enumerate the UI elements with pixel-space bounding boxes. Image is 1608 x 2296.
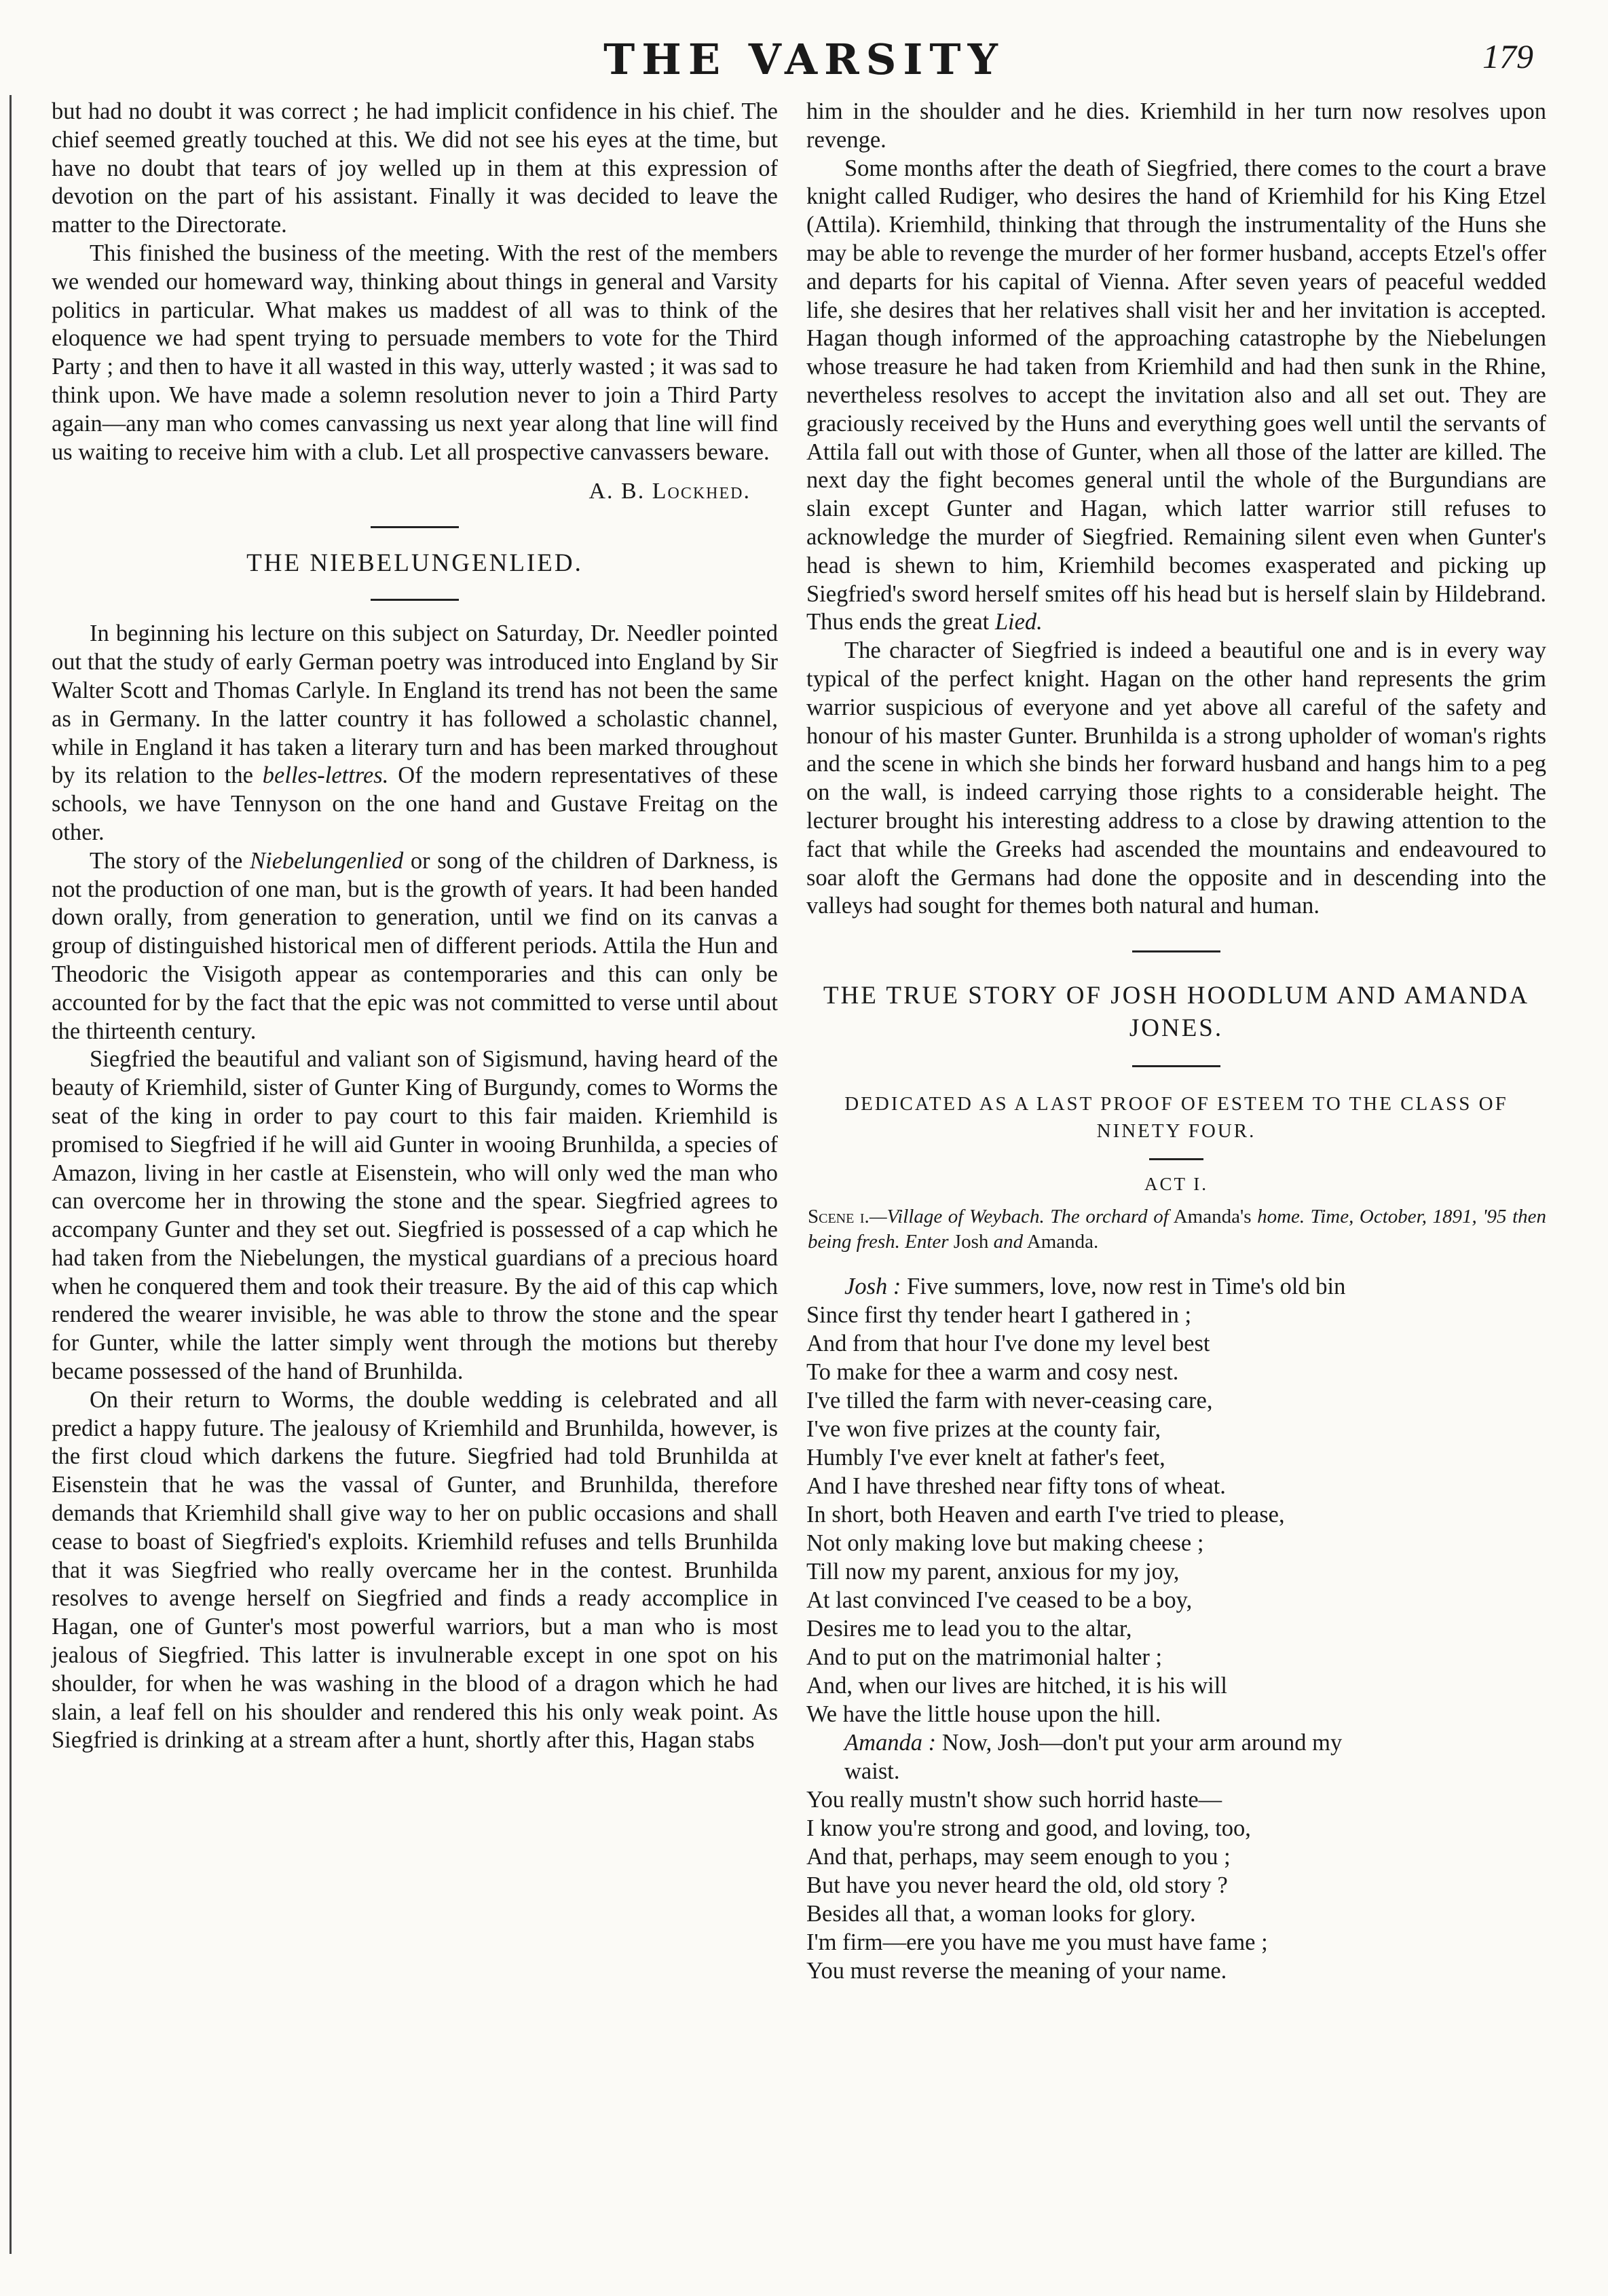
verse-line: At last convinced I've ceased to be a boy,: [806, 1587, 1193, 1614]
verse-line: Till now my parent, anxious for my joy,: [806, 1559, 1180, 1585]
verse-line: You really mustn't show such horrid haste—: [806, 1787, 1222, 1813]
verse-line: [806, 1728, 1546, 1757]
story-title: THE TRUE STORY OF JOSH HOODLUM AND AMANDA JONES.: [823, 982, 1530, 1043]
article-paragraph: On their return to Worms, the double wedding is celebrated and all predict a happy future. The jealousy of Kriemhild and Brunhilda, however, is the first cloud which darkens the future. Siegfried had told Brunhilda at Eisenstein that he was the vassal of Gunter, and Brunhilda, therefore demands that Kriemhild shall give way to her on public occasions and shall cease to boast of Siegfried's exploits. Kriemhild refuses and tells Brunhilda that it was Siegfried who really overcame her in the contest. Brunhilda resolves to avenge herself on Siegfried and finds a ready accomplice in Hagan, one of Gunter's most powerful warriors, but a man who is most jealous of Siegfried. This latter is invulnerable except in one spot on his shoulder, for when he was washing in the blood of a dragon which he had slain, a leaf fell on his shoulder and rendered this his only weak point. As Siegfried is drinking at a stream after a hunt, shortly after this, Hagan stabs: [52, 1386, 778, 1754]
speaker-name: Amanda :: [844, 1730, 937, 1756]
act-heading: ACT I.: [1144, 1174, 1208, 1195]
verse-line: And that, perhaps, may seem enough to you ;: [806, 1844, 1231, 1870]
article-paragraph: [52, 620, 778, 847]
verse-line: waist.: [844, 1758, 900, 1785]
text-run: In beginning his lecture on this subject on Saturday, Dr. Needler pointed out that the study of early German poetry was introduced into England by Sir Walter Scott and Thomas Carlyle. In England its trend has not been the same as in Germany. In the latter country it has followed a scholastic channel, while in England it has taken a literary turn and has been marked throughout by its relation to the: [52, 621, 778, 789]
speaker-name: Josh :: [844, 1274, 901, 1300]
text-run: or song of the children of Darkness, is not the production of one man, but is the growth of years. It had been handed down orally, from generation to generation, until we find on its canvas a group of distinguished historical men of different periods. Attila the Hun and Theodoric the Visigoth appear as contemporaries and this can only be accounted for by the fact that the epic was not committed to verse until about the thirteenth century.: [52, 847, 779, 1044]
verse-line: I've won five prizes at the county fair,: [806, 1416, 1161, 1443]
text-run: —Village of Weybach. The orchard of: [869, 1206, 1169, 1228]
journal-title: THE VARSITY: [603, 35, 1005, 84]
article-paragraph: him in the shoulder and he dies. Kriemhild in her turn now resolves upon revenge.: [806, 98, 1546, 153]
section-divider: [1132, 950, 1220, 952]
section-divider: [371, 526, 459, 528]
page-number: 179: [1482, 37, 1533, 75]
italic-term: Niebelungenlied: [250, 847, 404, 874]
verse-line: I know you're strong and good, and loving, too,: [806, 1815, 1251, 1842]
text-run: Five summers, love, now rest in Time's old bin: [906, 1274, 1346, 1300]
verse-line: I'm firm—ere you have me you must have fame ;: [806, 1929, 1268, 1956]
intro-paragraph: but had no doubt it was correct ; he had implicit confidence in his chief. The chief seemed greatly touched at this. We did not see his eyes at the time, but have no doubt that tears of joy welled up in them at this expression of devotion on the part of his assistant. Finally it was decided to leave the matter to the Directorate.: [52, 98, 778, 238]
intro-paragraph: This finished the business of the meeting. With the rest of the members we wended our homeward way, thinking about things in general and Varsity politics in particular. What makes us maddest of all was to think of the eloquence we had spent trying to persuade members to vote for the Third Party ; and then to have it all wasted in this way, utterly wasted ; it was sad to think upon. We have made a solemn resolution never to join a Third Party again—any man who comes canvassing us next year along that line will find us waiting to receive him with a club. Let all prospective canvassers beware.: [52, 240, 778, 465]
verse-line: Desires me to lead you to the altar,: [806, 1616, 1132, 1642]
article-paragraph: Siegfried the beautiful and valiant son of Sigismund, having heard of the beauty of Kriemhild, sister of Gunter King of Burgundy, comes to Worms the seat of the king in order to pay court to this fair maiden. Kriemhild is promised to Siegfried if he will aid Gunter in wooing Brunhilda, a species of Amazon, living in her castle at Eisenstein, who will only wed the man who can overcome her in throwing the stone and the spear. Siegfried agrees to accompany Gunter and they set out. Siegfried is possessed of a cap which he had taken from the Niebelungen, the mystical guardians of a precious hoard when he conquered them and took their treasure. By the aid of this cap which rendered the wearer invisible, he was able to throw the stone and the spear for Gunter, while the latter simply went through the motions but thereby became possessed of the hand of Brunhilda.: [52, 1046, 778, 1385]
verse-line: Not only making love but making cheese ;: [806, 1530, 1204, 1557]
text-run: Josh: [953, 1231, 989, 1253]
italic-term: belles-lettres.: [262, 762, 389, 789]
section-divider: [371, 599, 459, 601]
verse-line: Besides all that, a woman looks for glory.: [806, 1901, 1196, 1927]
article-title: THE NIEBELUNGENLIED.: [246, 549, 583, 578]
verse-line: And to put on the matrimonial halter ;: [806, 1644, 1163, 1671]
right-column: [806, 98, 1546, 1985]
verse-line: In short, both Heaven and earth I've tried to please,: [806, 1502, 1285, 1528]
verse-line: [806, 1272, 1546, 1301]
verse-amanda: [806, 1728, 1546, 1985]
text-run: Amanda.: [1026, 1231, 1099, 1253]
signature-initials: A. B.: [588, 479, 646, 504]
verse-line: And from that hour I've done my level best: [806, 1331, 1210, 1357]
scene-label: Scene i.: [808, 1206, 870, 1228]
text-run: Of the modern representatives of these schools, we have Tennyson on the one hand and Gustave Freitag on the other.: [52, 762, 779, 845]
section-divider: [1149, 1158, 1203, 1160]
verse-josh: [806, 1272, 1546, 1728]
verse-line: To make for thee a warm and cosy nest.: [806, 1359, 1179, 1386]
article-paragraph: [806, 155, 1546, 637]
left-column: [52, 98, 778, 1755]
article-paragraph: [52, 847, 778, 1046]
text-run: and: [993, 1231, 1024, 1253]
text-run: Amanda's: [1173, 1206, 1252, 1228]
dedication: DEDICATED AS A LAST PROOF OF ESTEEM TO THE CLASS OF NINETY FOUR.: [844, 1093, 1508, 1143]
text-run: Now, Josh—don't put your arm around my: [941, 1730, 1343, 1756]
verse-line: Since first thy tender heart I gathered in ;: [806, 1302, 1192, 1329]
text-run: home. Time, October, 1891, '95 then being fresh. Enter: [808, 1206, 1547, 1253]
verse-line: I've tilled the farm with never-ceasing care,: [806, 1388, 1213, 1414]
signature-surname: Lockhed.: [652, 479, 751, 504]
scene-direction: [806, 1204, 1546, 1255]
italic-term: Lied.: [994, 609, 1043, 635]
verse-line: Humbly I've ever knelt at father's feet,: [806, 1445, 1165, 1471]
verse-line: And, when our lives are hitched, it is his will: [806, 1673, 1227, 1699]
verse-line: And I have threshed near fifty tons of wheat.: [806, 1473, 1226, 1500]
text-run: The story of the: [90, 847, 243, 874]
section-divider: [1132, 1065, 1220, 1067]
article-paragraph: The character of Siegfried is indeed a beautiful one and is in every way typical of the perfect knight. Hagan on the other hand represents the grim warrior suspicious of everyone and yet above all careful of the safety and honour of his master Gunter. Brunhilda is a strong upholder of woman's rights and the scene in which she binds her forward husband and hangs him to a peg on the wall, is indeed carrying those rights to a considerable height. The lecturer brought his interesting address to a close by drawing attention to the fact that while the Greeks had ascended the mountains and endeavoured to soar aloft the Germans had done the opposite and in descending into the valleys had sought for themes both natural and human.: [806, 637, 1546, 919]
masthead: [0, 33, 1608, 94]
verse-line: You must reverse the meaning of your name.: [806, 1958, 1227, 1984]
margin-rule: [10, 95, 12, 2254]
verse-line: We have the little house upon the hill.: [806, 1701, 1161, 1728]
text-run: Some months after the death of Siegfried, there comes to the court a brave knight called Rudiger, who desires the hand of Kriemhild for his King Etzel (Attila). Kriemhild, thinking that through the instrumentality of the Huns she may be able to revenge the murder of her former husband, accepts Etzel's offer and departs for his capital of Vienna. After seven years of peaceful wedded life, she desires that her relatives shall visit her and her invitation is accepted. Hagan though informed of the approaching catastrophe by the Niebelungen whose treasure he had taken from Kriemhild and had then sunk in the Rhine, nevertheless resolves to accept the invitation also and all set out. They are graciously received by the Huns and everything goes well until the servants of Attila fall out with those of Gunter, when all those of the latter are killed. The next day the fight becomes general until the whole of the Burgundians are slain except Gunter and Hagan, which latter warrior still refuses to acknowledge the murder of Siegfried. Remaining silent even when Gunter's head is shewn to him, Kriemhild becomes exasperated and picking up Siegfried's sword herself smites off his head but is herself slain by Hildebrand. Thus ends the great: [806, 155, 1546, 635]
verse-line: But have you never heard the old, old story ?: [806, 1872, 1228, 1899]
signature: [52, 476, 751, 507]
